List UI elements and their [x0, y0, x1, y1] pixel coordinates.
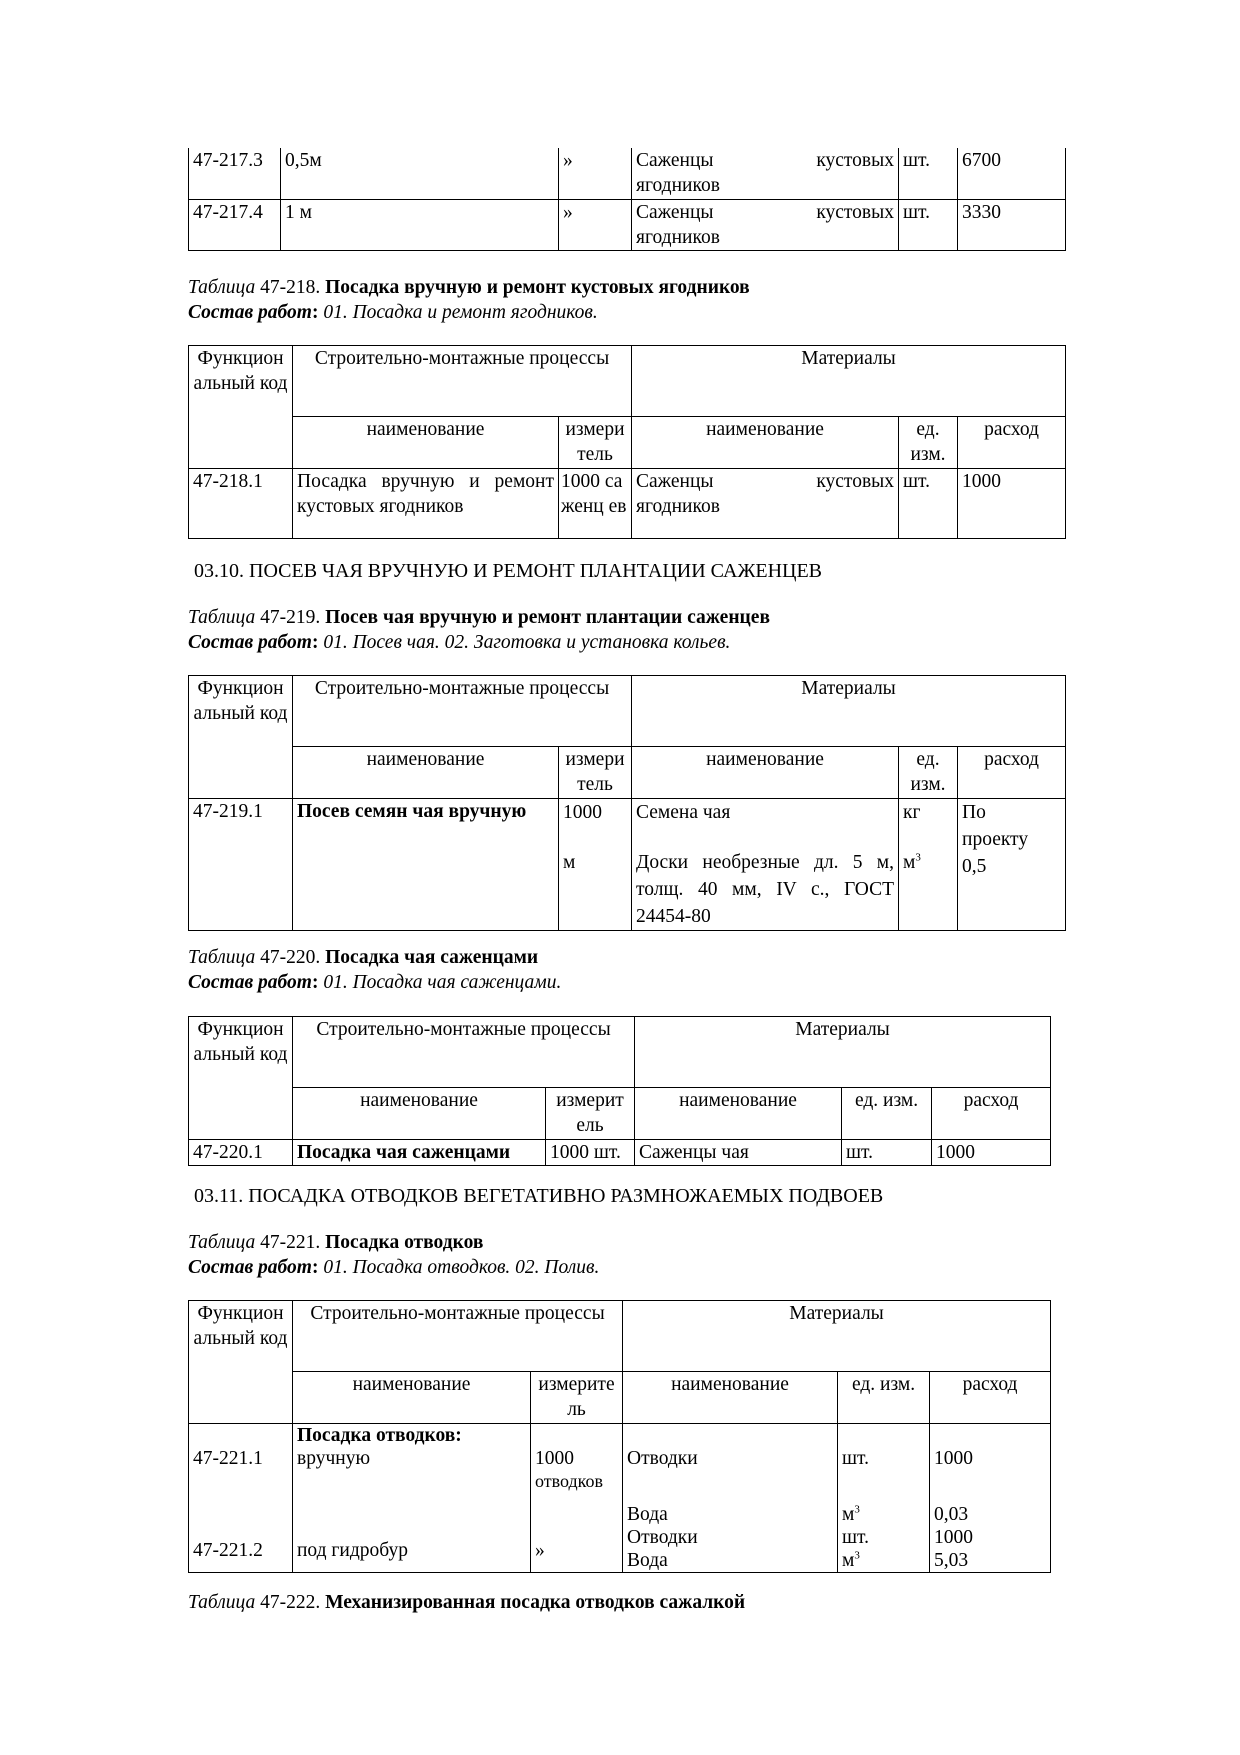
header-row	[189, 1301, 1051, 1372]
header-amount: расход	[930, 1372, 1051, 1424]
code-cell: 47-220.1	[189, 1139, 293, 1165]
header-meter: измери тель	[559, 747, 632, 799]
table-row	[189, 798, 1066, 930]
amount-cell: 3330	[958, 199, 1066, 251]
material-name-cell: Саженцы кустовых ягодников	[632, 468, 899, 538]
header-meter: измерите ль	[531, 1372, 623, 1424]
header-code: Функцион альный код	[189, 1301, 293, 1424]
table-47-218	[188, 345, 1066, 539]
header-row	[189, 676, 1066, 747]
header-code: Функцион альный код	[189, 346, 293, 469]
header-amount: расход	[958, 747, 1066, 799]
header-meter: измери тель	[559, 417, 632, 469]
header-row	[189, 417, 1066, 469]
table-caption: Таблица 47-221. Посадка отводков Состав работ: 01. Посадка отводков. 02. Полив.	[188, 1232, 600, 1279]
header-meter: измерит ель	[546, 1088, 635, 1140]
header-mat-name: наименование	[635, 1088, 842, 1140]
header-processes: Строительно-монтажные процессы	[293, 346, 632, 417]
material-name-cell: Саженцы кустовых ягодников	[632, 148, 899, 199]
amount-cell: 1000	[932, 1139, 1051, 1165]
process-name-cell: 0,5м	[281, 148, 559, 199]
header-materials: Материалы	[623, 1301, 1051, 1372]
meter-cell: »	[559, 148, 632, 199]
unit-cell: шт. $м^3$ шт. $м^3$	[838, 1423, 930, 1572]
header-code: Функцион альный код	[189, 1017, 293, 1140]
meter-cell: 1000 саженц ев	[559, 468, 632, 538]
header-row	[189, 747, 1066, 799]
code-cell: 47-217.4	[189, 199, 281, 251]
table-row	[189, 148, 1066, 199]
header-unit: ед. изм.	[899, 417, 958, 469]
header-row	[189, 1017, 1051, 1088]
table-47-221	[188, 1300, 1051, 1573]
header-name: наименование	[293, 747, 559, 799]
material-name-cell: Саженцы кустовых ягодников	[632, 199, 899, 251]
amount-cell: По проекту 0,5	[958, 798, 1066, 930]
header-unit: ед. изм.	[899, 747, 958, 799]
table-row	[189, 1139, 1051, 1165]
header-materials: Материалы	[632, 676, 1066, 747]
header-amount: расход	[958, 417, 1066, 469]
header-unit: ед. изм.	[842, 1088, 932, 1140]
meter-cell: 1000 отводков »	[531, 1423, 623, 1572]
table-row	[189, 1423, 1051, 1572]
table-caption: Таблица 47-219. Посев чая вручную и ремонт плантации саженцев Состав работ: 01. Посев чая. 02. Заготовка и установка кольев.	[188, 607, 770, 654]
code-cell: 47-218.1	[189, 468, 293, 538]
meter-cell: 1000 шт.	[546, 1139, 635, 1165]
header-row	[189, 346, 1066, 417]
unit-cell: шт.	[899, 199, 958, 251]
header-processes: Строительно-монтажные процессы	[293, 1301, 623, 1372]
header-row	[189, 1088, 1051, 1140]
header-code: Функцион альный код	[189, 676, 293, 799]
header-amount: расход	[932, 1088, 1051, 1140]
material-name-cell: Отводки Вода Отводки Вода	[623, 1423, 838, 1572]
header-row	[189, 1372, 1051, 1424]
process-name-cell: Посадка отводков: вручную под гидробур	[293, 1423, 531, 1572]
header-unit: ед. изм.	[838, 1372, 930, 1424]
process-name-cell: Посев семян чая вручную	[293, 798, 559, 930]
table-47-220	[188, 1016, 1051, 1166]
header-processes: Строительно-монтажные процессы	[293, 676, 632, 747]
section-heading: 03.11. ПОСАДКА ОТВОДКОВ ВЕГЕТАТИВНО РАЗМНОЖАЕМЫХ ПОДВОЕВ	[194, 1185, 884, 1207]
header-mat-name: наименование	[632, 417, 899, 469]
table-caption: Таблица 47-220. Посадка чая саженцами Состав работ: 01. Посадка чая саженцами.	[188, 947, 562, 994]
material-name-cell: Саженцы чая	[635, 1139, 842, 1165]
process-name-cell: Посадка чая саженцами	[293, 1139, 546, 1165]
table-caption: Таблица 47-218. Посадка вручную и ремонт кустовых ягодников Состав работ: 01. Посадка и ремонт ягодников.	[188, 277, 750, 324]
amount-cell: 6700	[958, 148, 1066, 199]
code-cell: 47-221.1 47-221.2	[189, 1423, 293, 1572]
process-name-cell: Посадка вручную и ремонт кустовых ягодников	[293, 468, 559, 538]
process-name-cell: 1 м	[281, 199, 559, 251]
table-caption: Таблица 47-222. Механизированная посадка отводков сажалкой	[188, 1592, 746, 1613]
header-mat-name: наименование	[632, 747, 899, 799]
table-row	[189, 199, 1066, 251]
header-processes: Строительно-монтажные процессы	[293, 1017, 635, 1088]
unit-cell: шт.	[842, 1139, 932, 1165]
amount-cell: 1000	[958, 468, 1066, 538]
header-name: наименование	[293, 417, 559, 469]
unit-cell: шт.	[899, 468, 958, 538]
header-materials: Материалы	[632, 346, 1066, 417]
group-title: Посадка отводков:	[297, 1424, 462, 1446]
meter-cell: 1000 м	[559, 798, 632, 930]
table-47-217-continuation	[188, 148, 1066, 251]
header-materials: Материалы	[635, 1017, 1051, 1088]
unit-cell: шт.	[899, 148, 958, 199]
code-cell: 47-217.3	[189, 148, 281, 199]
material-name-cell: Семена чая Доски необрезные дл. 5 м, толщ. 40 мм, IV с., ГОСТ 24454-80	[632, 798, 899, 930]
section-heading: 03.10. ПОСЕВ ЧАЯ ВРУЧНУЮ И РЕМОНТ ПЛАНТАЦИИ САЖЕНЦЕВ	[194, 560, 823, 582]
table-row	[189, 468, 1066, 538]
header-mat-name: наименование	[623, 1372, 838, 1424]
unit-cell: кг $м^3$	[899, 798, 958, 930]
header-name: наименование	[293, 1088, 546, 1140]
code-cell: 47-219.1	[189, 798, 293, 930]
header-name: наименование	[293, 1372, 531, 1424]
amount-cell: 1000 0,03 1000 5,03	[930, 1423, 1051, 1572]
meter-cell: »	[559, 199, 632, 251]
table-47-219	[188, 675, 1066, 931]
